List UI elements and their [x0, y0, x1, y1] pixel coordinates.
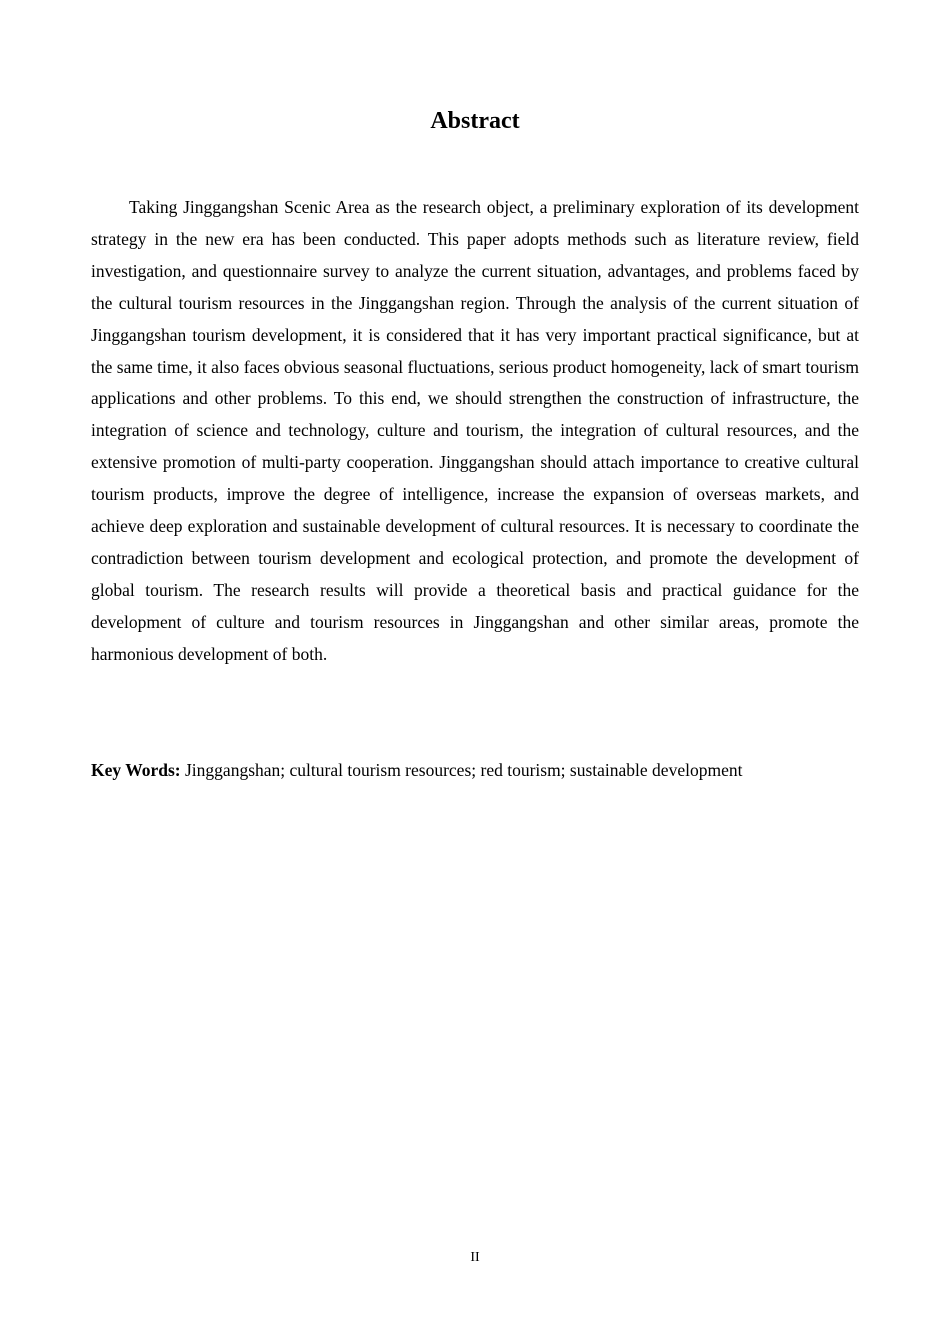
keywords-label: Key Words:	[91, 760, 181, 780]
keywords-line	[91, 755, 859, 786]
page-number: II	[470, 1250, 480, 1265]
abstract-paragraph: Taking Jinggangshan Scenic Area as the research object, a preliminary exploration of its development strategy in the new era has been conducted. This paper adopts methods such as literature review, field investigation, and questionnaire survey to analyze the current situation, advantages, and problems faced by the cultural tourism resources in the Jinggangshan region. Through the analysis of the current situation of Jinggangshan tourism development, it is considered that it has very important practical significance, but at the same time, it also faces obvious seasonal fluctuations, serious product homogeneity, lack of smart tourism applications and other problems. To this end, we should strengthen the construction of infrastructure, the integration of science and technology, culture and tourism, the integration of cultural resources, and the extensive promotion of multi-party cooperation. Jinggangshan should attach importance to creative cultural tourism products, improve the degree of intelligence, increase the expansion of overseas markets, and achieve deep exploration and sustainable development of cultural resources. It is necessary to coordinate the contradiction between tourism development and ecological protection, and promote the development of global tourism. The research results will provide a theoretical basis and practical guidance for the development of culture and tourism resources in Jinggangshan and other similar areas, promote the harmonious development of both.	[91, 197, 859, 664]
keywords-value: Jinggangshan; cultural tourism resources; red tourism; sustainable development	[185, 760, 743, 780]
page-title: Abstract	[430, 108, 520, 134]
